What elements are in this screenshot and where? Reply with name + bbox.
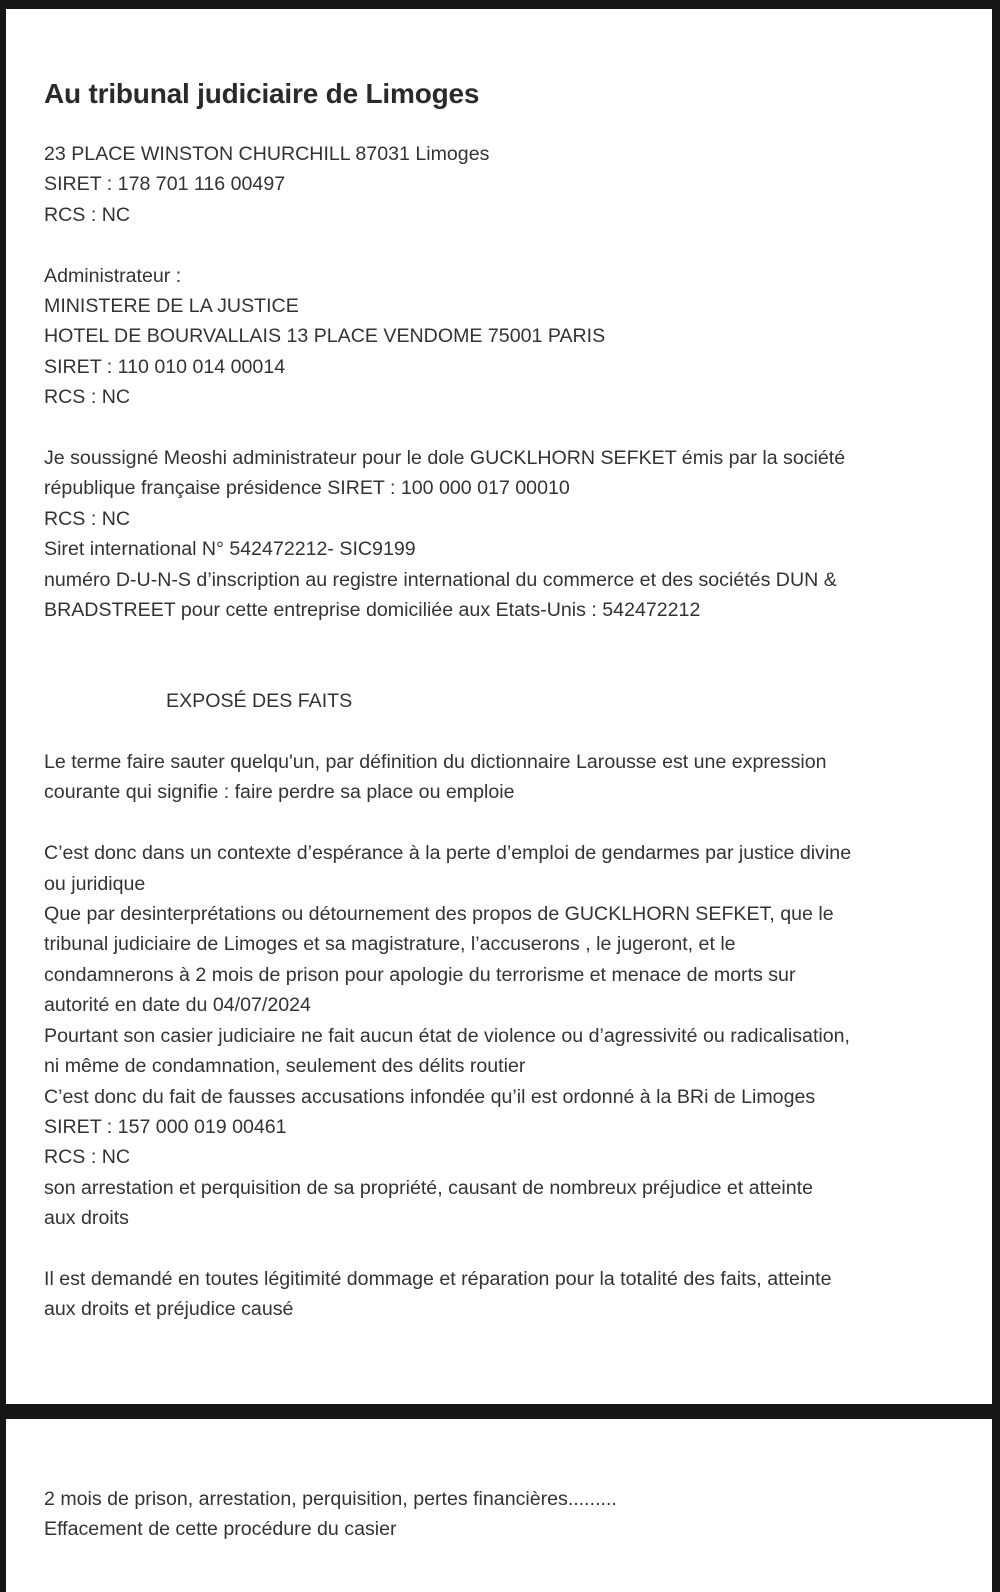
summary-line: 2 mois de prison, arrestation, perquisition, pertes financières......... — [44, 1488, 617, 1510]
declaration-block — [44, 443, 962, 625]
facts-line: Que par desinterprétations ou détournement des propos de GUCKLHORN SEFKET, que le — [44, 903, 834, 926]
request-line: aux droits et préjudice causé — [44, 1298, 294, 1321]
facts-line: Pourtant son casier judiciaire ne fait aucun état de violence ou d’agressivité ou radicalisation, — [44, 1024, 850, 1047]
request-block — [44, 1264, 962, 1325]
facts-block — [44, 838, 962, 1233]
tribunal-rcs: RCS : NC — [44, 203, 131, 226]
tribunal-address: 23 PLACE WINSTON CHURCHILL 87031 Limoges — [44, 143, 490, 165]
summary-line: Effacement de cette procédure du casier — [44, 1518, 397, 1541]
facts-line: autorité en date du 04/07/2024 — [44, 994, 311, 1017]
declaration-line: Siret international N° 542472212- SIC9199 — [44, 538, 416, 561]
facts-line: SIRET : 157 000 019 00461 — [44, 1115, 287, 1138]
facts-line: C’est donc du fait de fausses accusations infondée qu’il est ordonné à la BRi de Limoges — [44, 1085, 816, 1108]
administrator-name: MINISTERE DE LA JUSTICE — [44, 295, 299, 318]
facts-line: tribunal judiciaire de Limoges et sa magistrature, l’accuserons , le jugeront, et le — [44, 933, 736, 956]
definition-block — [44, 747, 962, 808]
administrator-block — [44, 261, 962, 413]
spacer — [44, 656, 962, 686]
administrator-address: HOTEL DE BOURVALLAIS 13 PLACE VENDOME 75001 PARIS — [44, 325, 606, 348]
spacer — [44, 717, 962, 747]
definition-line: Le terme faire sauter quelqu'un, par définition du dictionnaire Larousse est une expression — [44, 751, 827, 774]
definition-line: courante qui signifie : faire perdre sa place ou emploie — [44, 781, 515, 804]
declaration-line: RCS : NC — [44, 507, 131, 530]
facts-line: son arrestation et perquisition de sa propriété, causant de nombreux préjudice et atteinte — [44, 1176, 813, 1199]
declaration-line: Je soussigné Meoshi administrateur pour le dole GUCKLHORN SEFKET émis par la société — [44, 447, 846, 470]
facts-line: aux droits — [44, 1207, 129, 1230]
spacer — [44, 413, 962, 443]
facts-line: ni même de condamnation, seulement des délits routier — [44, 1055, 526, 1078]
tribunal-block — [44, 139, 962, 230]
administrator-rcs: RCS : NC — [44, 386, 131, 409]
document-page-2 — [6, 1419, 992, 1592]
request-line: Il est demandé en toutes légitimité dommage et réparation pour la totalité des faits, atteinte — [44, 1267, 832, 1290]
tribunal-siret: SIRET : 178 701 116 00497 — [44, 173, 286, 196]
facts-line: RCS : NC — [44, 1146, 131, 1169]
administrator-siret: SIRET : 110 010 014 00014 — [44, 355, 286, 378]
document-page-1 — [6, 9, 992, 1404]
facts-line: C’est donc dans un contexte d’espérance à la perte d’emploi de gendarmes par justice divine — [44, 842, 852, 865]
section-title: EXPOSÉ DES FAITS — [166, 690, 353, 713]
spacer — [44, 808, 962, 838]
spacer — [44, 1234, 962, 1264]
administrator-label: Administrateur : — [44, 264, 182, 287]
facts-line: ou juridique — [44, 872, 146, 895]
declaration-line: BRADSTREET pour cette entreprise domiciliée aux Etats-Unis : 542472212 — [44, 599, 701, 622]
document-title: Au tribunal judiciaire de Limoges — [44, 78, 480, 109]
spacer — [44, 230, 962, 260]
spacer — [44, 625, 962, 655]
declaration-line: république française présidence SIRET : 100 000 017 00010 — [44, 477, 570, 500]
declaration-line: numéro D-U-N-S d’inscription au registre international du commerce et des sociétés DUN & — [44, 568, 837, 591]
facts-line: condamnerons à 2 mois de prison pour apologie du terrorisme et menace de morts sur — [44, 963, 796, 986]
